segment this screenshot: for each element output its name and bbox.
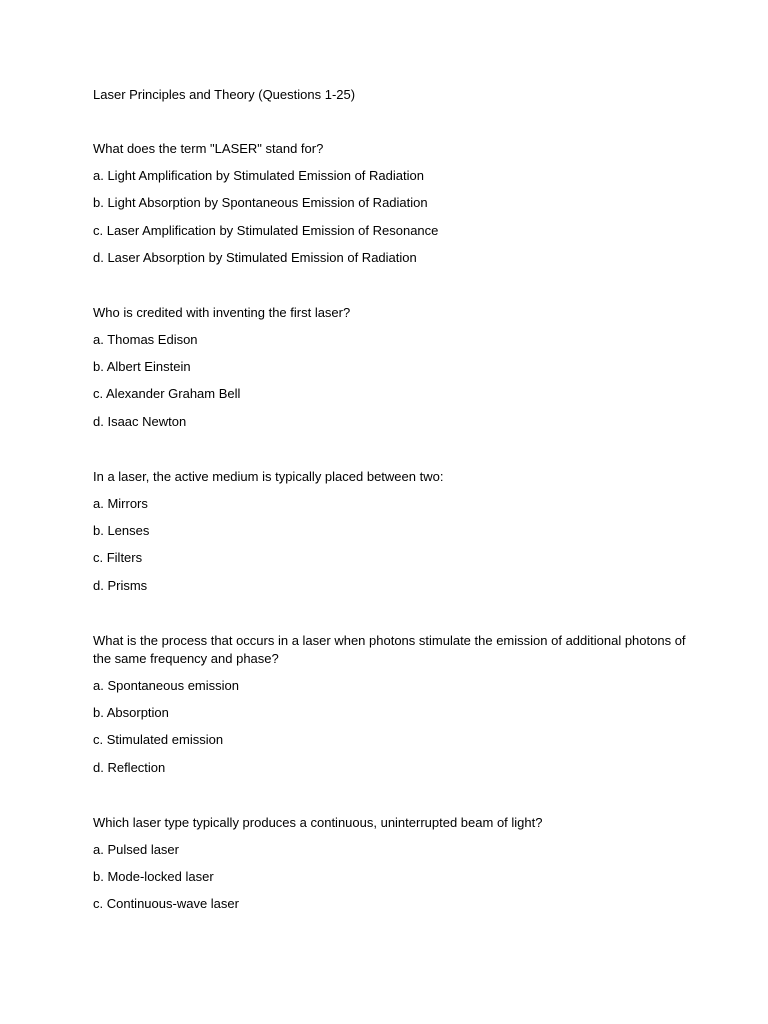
question-4 xyxy=(93,632,693,777)
question-5 xyxy=(93,814,693,914)
answer-option: c. Filters xyxy=(93,550,143,566)
question-text: Who is credited with inventing the first laser? xyxy=(93,304,351,320)
answer-option: c. Continuous-wave laser xyxy=(93,896,239,912)
answer-option: b. Absorption xyxy=(93,704,169,720)
answer-option: c. Alexander Graham Bell xyxy=(93,386,241,402)
answer-option: a. Spontaneous emission xyxy=(93,677,239,693)
answer-option: b. Albert Einstein xyxy=(93,359,191,375)
answer-option: d. Laser Absorption by Stimulated Emission of Radiation xyxy=(93,249,417,265)
document-title: Laser Principles and Theory (Questions 1-25) xyxy=(93,87,356,102)
answer-option: a. Light Amplification by Stimulated Emission of Radiation xyxy=(93,168,424,183)
answer-option: c. Stimulated emission xyxy=(93,732,224,748)
answer-option: d. Isaac Newton xyxy=(93,413,187,429)
document-content xyxy=(93,86,693,950)
question-text: In a laser, the active medium is typically placed between two: xyxy=(93,468,444,484)
question-text: What does the term "LASER" stand for? xyxy=(93,141,324,156)
question-text: Which laser type typically produces a continuous, uninterrupted beam of light? xyxy=(93,814,543,830)
answer-option: b. Light Absorption by Spontaneous Emission of Radiation xyxy=(93,195,428,211)
answer-option: a. Pulsed laser xyxy=(93,841,179,857)
question-text: What is the process that occurs in a laser when photons stimulate the emission of additional photons of the same frequency and phase? xyxy=(93,632,686,666)
answer-option: d. Reflection xyxy=(93,759,166,775)
answer-option: a. Mirrors xyxy=(93,495,148,511)
question-2 xyxy=(93,304,693,431)
question-3 xyxy=(93,468,693,595)
question-1 xyxy=(93,140,693,267)
answer-option: c. Laser Amplification by Stimulated Emission of Resonance xyxy=(93,222,439,238)
answer-option: b. Mode-locked laser xyxy=(93,868,214,884)
answer-option: b. Lenses xyxy=(93,523,150,539)
answer-option: a. Thomas Edison xyxy=(93,331,198,347)
answer-option: d. Prisms xyxy=(93,577,148,593)
